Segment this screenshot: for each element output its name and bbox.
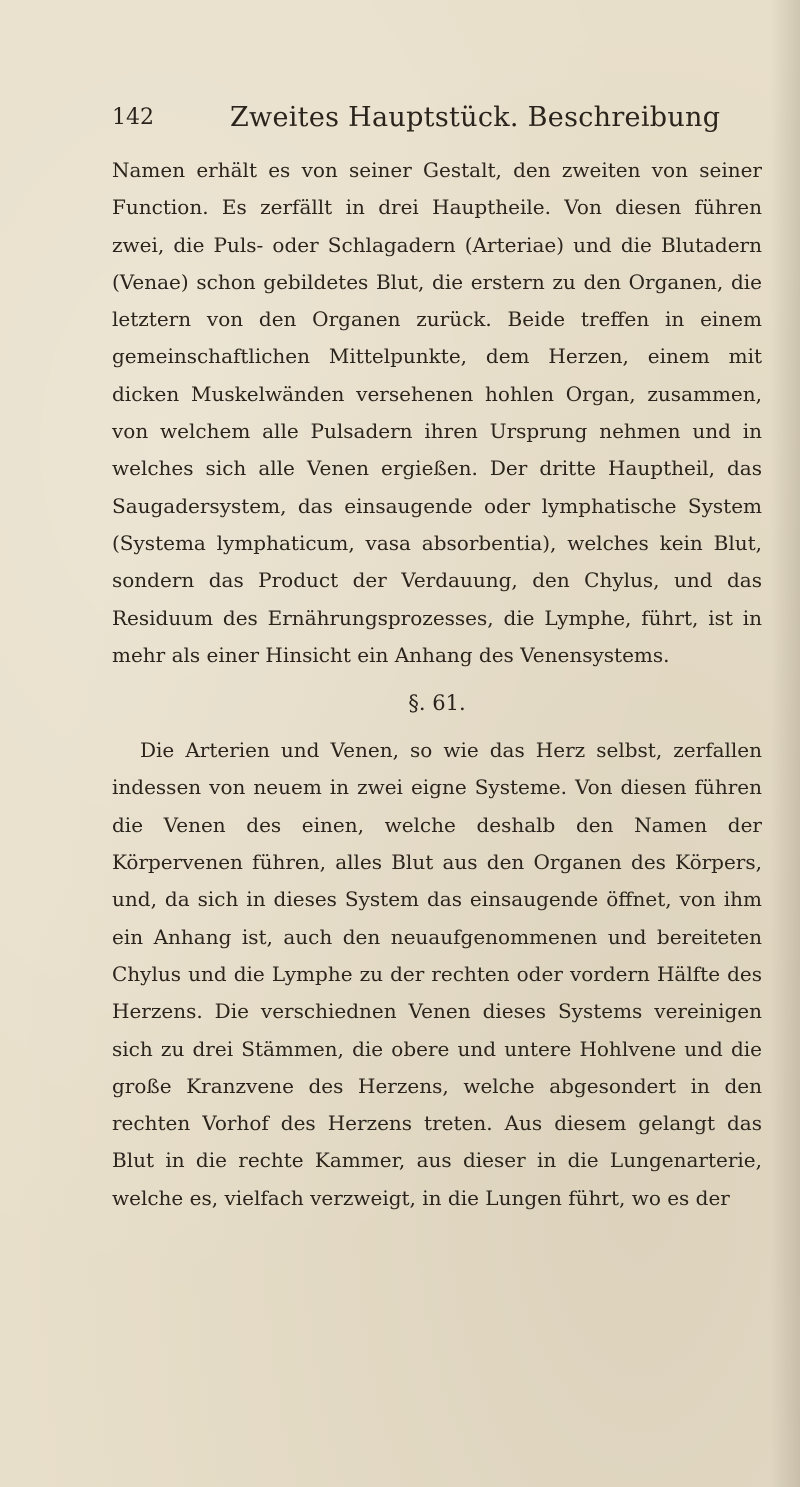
page-edge-shadow	[770, 0, 800, 1487]
page-header	[112, 98, 752, 138]
paragraph-2: Die Arterien und Venen, so wie das Herz selbst, zerfallen indessen von neuem in zwei eigne Systeme. Von diesen führen die Venen des einen, welche deshalb den Namen der Körpervenen führen, alles Blut aus den Organen des Körpers, und, da sich in dieses System das einsaugende öffnet, von ihm ein Anhang ist, auch den neuaufgenommenen und bereiteten Chylus und die Lymphe zu der rechten oder vordern Hälfte des Herzens. Die verschiednen Venen dieses Systems vereinigen sich zu drei Stämmen, die obere und untere Hohlvene und die große Kranzvene des Herzens, welche abgesondert in den rechten Vorhof des Herzens treten. Aus diesem gelangt das Blut in die rechte Kammer, aus dieser in die Lungenarterie, welche es, vielfach verzweigt, in die Lungen führt, wo es der	[112, 738, 762, 1210]
body-text	[112, 152, 762, 1217]
page-number: 142	[112, 105, 154, 130]
section-heading: §. 61.	[408, 691, 466, 716]
paragraph-1: Namen erhält es von seiner Gestalt, den zweiten von seiner Function. Es zerfällt in drei Hauptheile. Von diesen führen zwei, die Puls- oder Schlagadern (Arteriae) und die Blutadern (Venae) schon gebildetes Blut, die erstern zu den Organen, die letztern von den Organen zurück. Beide treffen in einem gemeinschaftlichen Mittelpunkte, dem Herzen, einem mit dicken Muskelwänden versehenen hohlen Organ, zusammen, von welchem alle Pulsadern ihren Ursprung nehmen und in welches sich alle Venen ergießen. Der dritte Hauptheil, das Saugadersystem, das einsaugende oder lymphatische System (Systema lymphaticum, vasa absorbentia), welches kein Blut, sondern das Product der Verdauung, den Chylus, und das Residuum des Ernährungsprozesses, die Lymphe, führt, ist in mehr als einer Hinsicht ein Anhang des Venensystems.	[112, 158, 762, 667]
running-title: Zweites Hauptstück. Beschreibung	[230, 102, 721, 133]
